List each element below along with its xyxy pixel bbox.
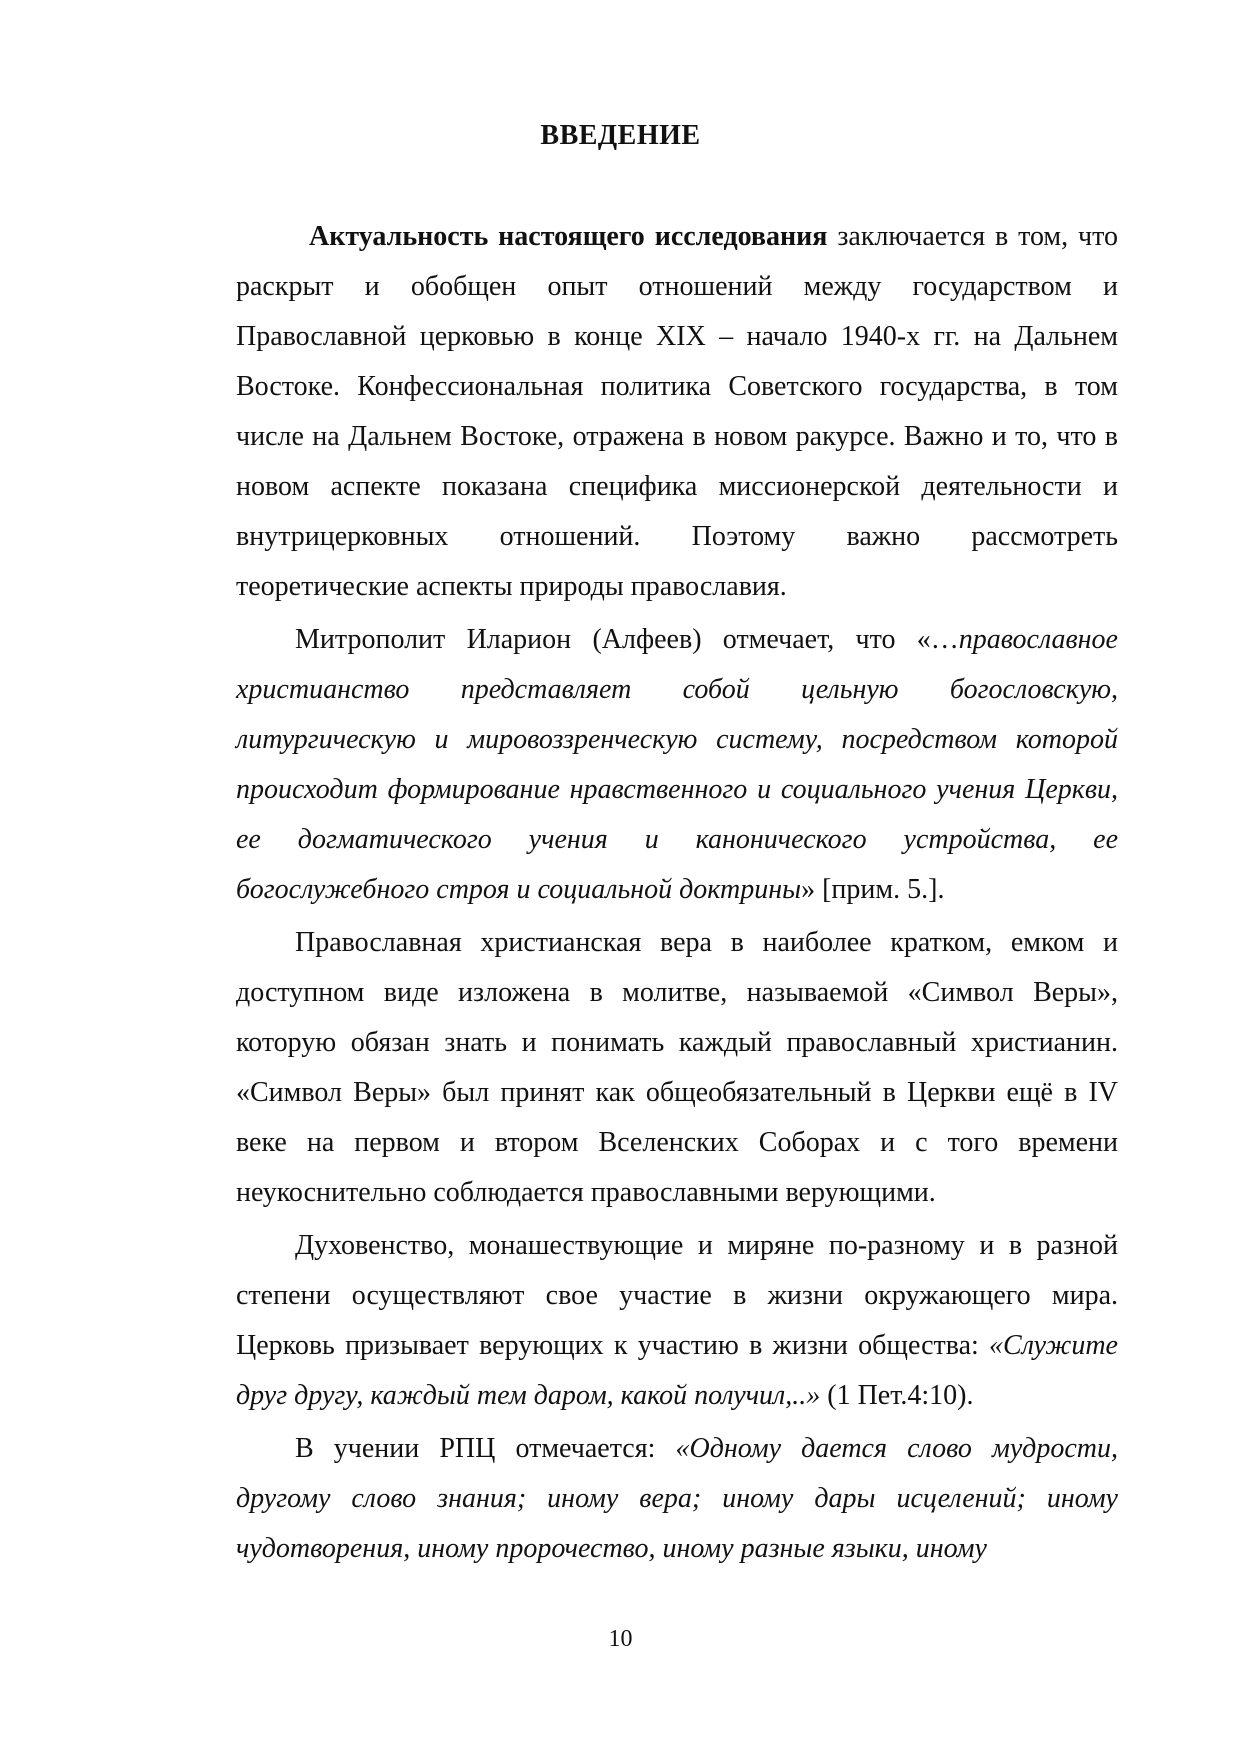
relevance-text: заключается в том, что раскрыт и обобщен опыт отношений между государством и Православной церковью в конце XIX – начало 1940-х гг. на Дальнем Востоке. Конфессиональная политика Советского государства, в том числе на Дальнем Востоке, отражена в новом ракурсе. Важно и то, что в новом аспекте показана специфика миссионерской деятельности и внутрицерковных отношений. Поэтому важно рассмотреть теоретические аспекты природы православия. xyxy=(236,221,1118,602)
page-number: 10 xyxy=(608,1626,633,1652)
hilarion-lead: Митрополит Иларион (Алфеев) отмечает, что «… xyxy=(295,624,959,655)
clergy-citation: (1 Пет.4:10). xyxy=(820,1380,974,1411)
clergy-lead: Духовенство, монашествующие и миряне по-разному и в разной степени осуществляют свое участие в жизни окружающего мира. Церковь призывает верующих к участию в жизни общества: xyxy=(236,1230,1118,1361)
hilarion-quote: православное христианство представляет собой цельную богословскую, литургическую и мировоззренческую систему, посредством которой происходит формирование нравственного и социального учения Церкви, ее догматического учения и канонического устройства, ее богослужебного строя и социальной доктрины xyxy=(236,624,1118,905)
rpc-lead: В учении РПЦ отмечается: xyxy=(295,1433,676,1464)
paragraph-rpc-teaching xyxy=(236,1424,1118,1574)
paragraph-clergy xyxy=(236,1221,1118,1421)
rpc-quote: «Одному дается слово мудрости, другому слово знания; иному вера; иному дары исцелений; иному чудотворения, иному пророчество, иному разные языки, иному xyxy=(236,1433,1118,1564)
body-text xyxy=(236,212,1118,1574)
relevance-bold-lead: Актуальность настоящего исследования xyxy=(309,221,828,252)
paragraph-symbol-of-faith xyxy=(236,918,1118,1218)
paragraph-hilarion-quote xyxy=(236,615,1118,915)
clergy-quote: «Служите друг другу, каждый тем даром, какой получил,..» xyxy=(236,1330,1118,1411)
hilarion-citation: » [прим. 5.]. xyxy=(801,874,945,905)
symbol-of-faith-text: Православная христианская вера в наиболее кратком, емком и доступном виде изложена в молитве, называемой «Символ Веры», которую обязан знать и понимать каждый православный христианин. «Символ Веры» был принят как общеобязательный в Церкви ещё в IV веке на первом и втором Вселенских Соборах и с того времени неукоснительно соблюдается православными верующими. xyxy=(236,927,1118,1208)
paragraph-relevance xyxy=(236,212,1118,612)
page-title: ВВЕДЕНИЕ xyxy=(540,120,701,151)
